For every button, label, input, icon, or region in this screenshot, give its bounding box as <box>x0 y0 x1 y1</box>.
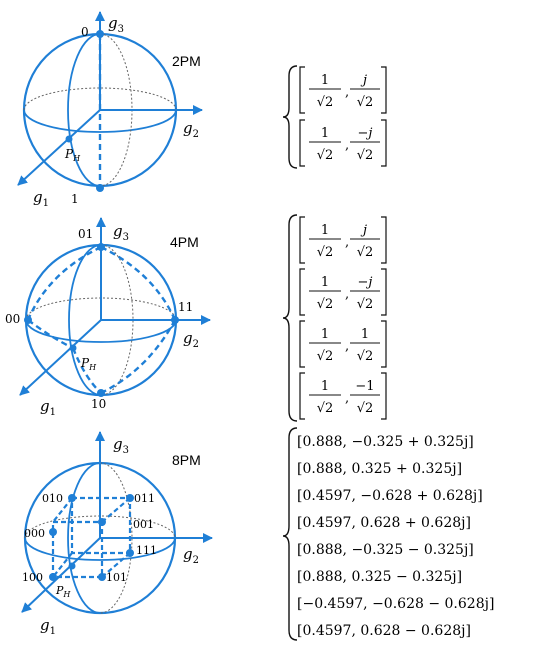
matrix-row: [−0.4597, −0.628 − 0.628j] <box>297 596 495 612</box>
matrix-row <box>300 373 386 419</box>
fraction-denominator: √2 <box>356 245 374 260</box>
fraction-numerator: 1 <box>360 327 370 342</box>
svg-text:,: , <box>345 287 350 302</box>
svg-text:,: , <box>345 138 350 153</box>
matrix-row <box>300 321 386 367</box>
axis-label-g3: $g_3$ <box>108 14 124 35</box>
state-label-0: 0 <box>81 25 89 39</box>
fraction-numerator: 1 <box>320 73 330 88</box>
curly-brace <box>283 66 297 168</box>
state-point-010 <box>68 494 76 502</box>
matrix-4pm <box>283 215 386 421</box>
fraction-denominator: √2 <box>316 148 334 163</box>
axis-label-g3: $g_3$ <box>113 222 129 243</box>
fraction-numerator: 1 <box>320 223 330 238</box>
point-ph-8pm <box>69 563 76 570</box>
panel-2pm <box>18 12 202 192</box>
matrix-row <box>300 269 386 315</box>
fraction-denominator: √2 <box>356 148 374 163</box>
fraction-denominator: √2 <box>356 349 374 364</box>
fraction-denominator: √2 <box>316 401 334 416</box>
matrix-2pm <box>283 66 386 168</box>
point-label-ph: $P_H$ <box>56 584 71 599</box>
state-label-111: 111 <box>136 544 157 557</box>
axis-label-g1: $g_1$ <box>40 397 56 418</box>
point-label-ph: $P_H$ <box>65 147 81 163</box>
fraction-numerator: 1 <box>320 379 330 394</box>
axis-label-g2: $g_2$ <box>183 545 199 566</box>
point-label-ph: $P_H$ <box>81 356 97 372</box>
matrix-row: [0.4597, −0.628 + 0.628j] <box>297 488 483 504</box>
state-point-0 <box>96 30 104 38</box>
matrix-row: [0.4597, 0.628 + 0.628j] <box>297 515 471 531</box>
fraction-numerator: −1 <box>355 379 375 394</box>
state-label-101: 101 <box>106 571 127 584</box>
state-point-11 <box>171 316 179 324</box>
panel-title-4pm: 4PM <box>170 234 199 250</box>
matrix-row: [0.888, −0.325 + 0.325j] <box>297 434 474 450</box>
point-ph-2pm <box>66 136 73 143</box>
matrix-row <box>300 217 386 263</box>
state-point-001 <box>98 518 106 526</box>
fraction-denominator: √2 <box>356 401 374 416</box>
state-point-00 <box>24 316 32 324</box>
curly-brace <box>283 428 297 640</box>
panel-title-8pm: 8PM <box>172 452 201 468</box>
fraction-numerator: j <box>362 73 368 88</box>
axis-label-g1: $g_1$ <box>33 188 49 209</box>
state-point-100 <box>49 573 57 581</box>
axis-label-g2: $g_2$ <box>183 119 199 140</box>
fraction-denominator: √2 <box>356 297 374 312</box>
state-label-11: 11 <box>178 300 194 314</box>
fraction-numerator: −j <box>357 126 373 141</box>
state-point-10 <box>97 389 105 397</box>
fraction-denominator: √2 <box>316 95 334 110</box>
axis-label-g2: $g_2$ <box>183 329 199 350</box>
svg-text:,: , <box>345 339 350 354</box>
state-point-111 <box>126 549 134 557</box>
state-label-011: 011 <box>134 492 155 505</box>
svg-text:,: , <box>345 85 350 100</box>
fraction-denominator: √2 <box>316 245 334 260</box>
fraction-denominator: √2 <box>316 349 334 364</box>
matrix-row: [0.888, 0.325 − 0.325j] <box>297 569 463 585</box>
state-point-011 <box>126 494 134 502</box>
matrix-row <box>300 120 386 166</box>
state-label-010: 010 <box>42 492 63 505</box>
fraction-denominator: √2 <box>316 297 334 312</box>
state-label-100: 100 <box>22 571 43 584</box>
svg-text:,: , <box>345 391 350 406</box>
state-label-01: 01 <box>78 227 94 241</box>
fraction-numerator: −j <box>357 275 373 290</box>
fraction-numerator: j <box>362 223 368 238</box>
point-ph-4pm <box>70 345 77 352</box>
matrix-8pm <box>283 428 494 640</box>
axis-label-g3: $g_3$ <box>113 435 129 456</box>
axis-label-g1: $g_1$ <box>40 616 56 637</box>
matrix-row: [0.888, −0.325 − 0.325j] <box>297 542 474 558</box>
state-point-1 <box>96 184 104 192</box>
state-label-000: 000 <box>24 527 45 540</box>
state-point-01 <box>97 243 105 251</box>
state-label-1: 1 <box>71 192 79 206</box>
fraction-numerator: 1 <box>320 126 330 141</box>
fraction-numerator: 1 <box>320 327 330 342</box>
state-label-10: 10 <box>91 397 107 411</box>
fraction-numerator: 1 <box>320 275 330 290</box>
state-label-001: 001 <box>133 518 154 531</box>
state-point-000 <box>49 528 57 536</box>
svg-text:,: , <box>345 235 350 250</box>
curly-brace <box>283 215 297 421</box>
panel-title-2pm: 2PM <box>172 53 201 69</box>
fraction-denominator: √2 <box>356 95 374 110</box>
state-label-00: 00 <box>5 312 21 326</box>
matrix-row: [0.888, 0.325 + 0.325j] <box>297 461 463 477</box>
matrix-row: [0.4597, 0.628 − 0.628j] <box>297 623 471 639</box>
state-point-101 <box>98 573 106 581</box>
matrix-row <box>300 67 386 113</box>
